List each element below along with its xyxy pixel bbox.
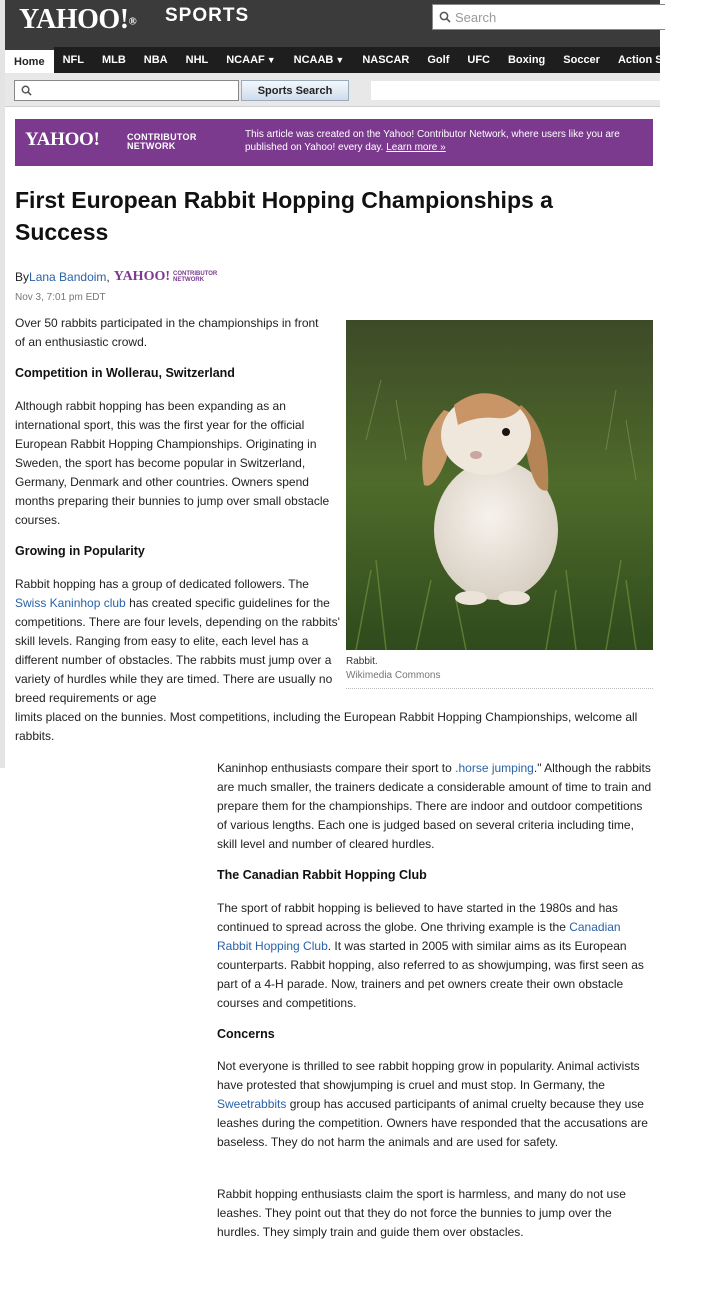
nav-item-home[interactable]: Home: [5, 47, 54, 73]
sports-section-label[interactable]: SPORTS: [165, 5, 250, 26]
nav-item-boxing[interactable]: Boxing: [507, 54, 546, 66]
nav-item-action-sports[interactable]: Action Sports ▼: [617, 54, 702, 66]
sweetrabbits-link[interactable]: Sweetrabbits: [217, 1097, 287, 1111]
author-link[interactable]: Lana Bandoim: [29, 270, 107, 284]
nav-item-soccer[interactable]: Soccer: [563, 54, 600, 66]
learn-more-link[interactable]: Learn more »: [386, 142, 446, 153]
search-icon: [21, 85, 32, 96]
section-heading: Concerns: [217, 1027, 275, 1041]
yahoo-logo[interactable]: YAHOO!®: [19, 4, 137, 35]
nav-item-nba[interactable]: NBA: [143, 54, 168, 66]
contributor-network-banner: [15, 119, 653, 166]
canadian-club-link[interactable]: Canadian Rabbit Hopping Club: [217, 920, 621, 953]
nav-item-mlb[interactable]: MLB: [101, 54, 126, 66]
byline-contributor-logo[interactable]: YAHOO! CONTRIBUTOR NETWORK: [113, 269, 218, 284]
chevron-down-icon: ▼: [335, 55, 345, 65]
sports-search-input[interactable]: [14, 80, 239, 101]
sports-search-bar: [5, 73, 660, 107]
article-paragraph: Although rabbit hopping has been expanding as an international sport, this was the first year for the official European Rabbit Hopping Championships. Originating in Sweden, the sport has become popular in Switzerland, Germany, Denmark and other countries. Owners spend months preparing their bunnies to jump over small obstacle courses.: [15, 399, 330, 527]
sports-search-button[interactable]: Sports Search: [241, 80, 349, 101]
nav-item-golf[interactable]: Golf: [427, 54, 450, 66]
main-nav: [5, 47, 702, 73]
ad-slot: [371, 81, 660, 100]
chevron-down-icon: ▼: [692, 55, 702, 65]
article-title: First European Rabbit Hopping Championships a Success: [15, 187, 553, 245]
search-icon: [439, 11, 451, 23]
chevron-down-icon: ▼: [266, 55, 276, 65]
site-header: [5, 0, 660, 47]
nav-item-nfl[interactable]: NFL: [62, 54, 84, 66]
section-heading: Competition in Wollerau, Switzerland: [15, 366, 235, 380]
article-paragraph: Kaninhop enthusiasts compare their sport to .horse jumping." Although the rabbits are much smaller, the trainers dedicate a considerable amount of time to train and prepare them for the championships. There are indoor and outdoor competitions of various lengths. Each one is judged based on several criteria including time, skill level and number of cleared hurdles.: [217, 761, 652, 851]
left-rail: [0, 0, 5, 768]
contributor-network-label: CONTRIBUTOR NETWORK: [127, 132, 197, 151]
nav-item-ncaab[interactable]: NCAAB ▼: [293, 54, 345, 66]
yahoo-contributor-logo[interactable]: YAHOO!: [25, 129, 100, 150]
horse-jumping-link[interactable]: .horse jumping: [455, 761, 534, 775]
search-placeholder: Search: [455, 9, 497, 25]
banner-text: This article was created on the Yahoo! Contributor Network, where users like you are published on Yahoo! every day. Learn more »: [245, 129, 620, 153]
section-heading: The Canadian Rabbit Hopping Club: [217, 868, 427, 882]
caption-text: Rabbit.: [346, 656, 378, 667]
article-paragraph: The sport of rabbit hopping is believed to have started in the 1980s and has continued to spread across the globe. One thriving example is the Canadian Rabbit Hopping Club. It was started in 2005 with similar aims as its European counterparts. Rabbit hopping, also referred to as showjumping, was first seen as part of a 4-H parade. Now, trainers and pet owners create their own obstacle courses and competitions.: [217, 901, 644, 1010]
photo-caption: [346, 655, 653, 689]
caption-credit: Wikimedia Commons: [346, 670, 441, 681]
article-paragraph: Rabbit hopping enthusiasts claim the sport is harmless, and many do not use leashes. They point out that they do not force the bunnies to jump over the hurdles. They simply train and guide them over obstacles.: [217, 1187, 626, 1239]
nav-item-ufc[interactable]: UFC: [467, 54, 490, 66]
nav-item-ncaaf[interactable]: NCAAF ▼: [226, 54, 276, 66]
article-paragraph: limits placed on the bunnies. Most competitions, including the European Rabbit Hopping Championships, welcome all rabbits.: [15, 710, 638, 743]
nav-item-nascar[interactable]: NASCAR: [362, 54, 410, 66]
article-date: Nov 3, 7:01 pm EDT: [15, 292, 106, 303]
nav-item-nhl[interactable]: NHL: [185, 54, 209, 66]
article-paragraph: Not everyone is thrilled to see rabbit hopping grow in popularity. Animal activists have protested that showjumping is cruel and must stop. In Germany, the Sweetrabbits group has accused participants of animal cruelty because they use leashes during the competition. Owners have responded that the accusations are baseless. They do not harm the animals and are used for safety.: [217, 1059, 648, 1149]
article-intro: Over 50 rabbits participated in the championships in front of an enthusiastic crowd.: [15, 316, 319, 349]
byline: By Lana Bandoim , YAHOO! CONTRIBUTOR NETWORK: [15, 269, 225, 285]
section-heading: Growing in Popularity: [15, 544, 145, 558]
top-search-input[interactable]: [432, 4, 665, 30]
rabbit-photo[interactable]: [346, 320, 653, 650]
article-paragraph: Rabbit hopping has a group of dedicated followers. The Swiss Kaninhop club has created specific guidelines for the competitions. There are four levels, depending on the rabbits' skill levels. Ranging from easy to elite, each level has a different number of obstacles. The rabbits must jump over a variety of hurdles while they are timed. There are usually no breed requirements or age: [15, 577, 340, 705]
swiss-kaninhop-link[interactable]: Swiss Kaninhop club: [15, 596, 126, 610]
